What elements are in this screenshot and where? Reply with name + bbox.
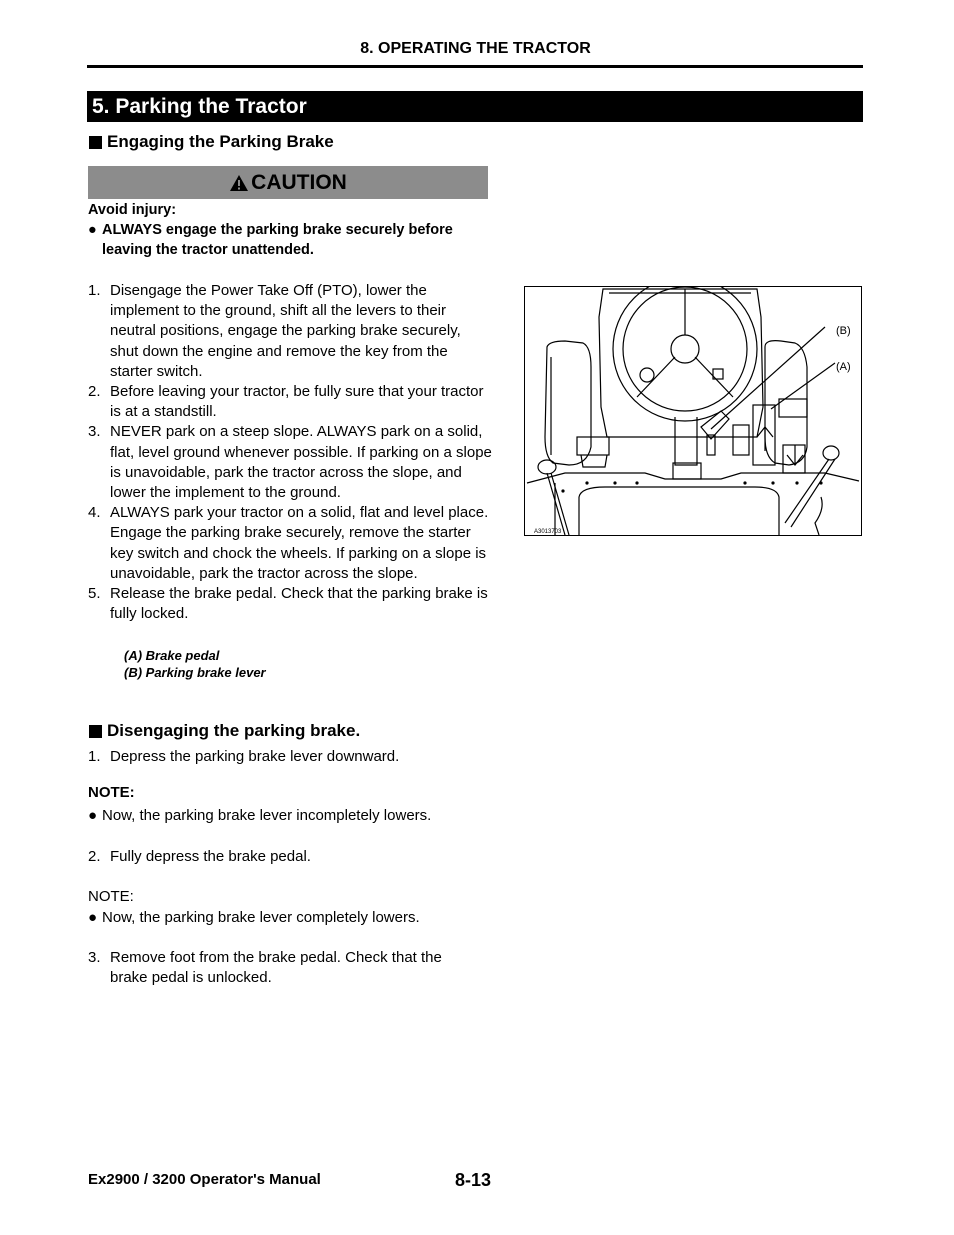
disengaging-heading	[88, 721, 360, 741]
step-text: Remove foot from the brake pedal. Check that the brake pedal is unlocked.	[110, 949, 442, 987]
caution-banner	[88, 166, 488, 199]
step-number: 1.	[88, 282, 101, 299]
step-text: Depress the parking brake lever downward.	[110, 748, 400, 765]
step-number: 1.	[88, 748, 101, 765]
step-text: ALWAYS park your tractor on a solid, flat and level place. Engage the parking brake securely, remove the starter key switch and chock the wheels. If parking on a slope is unavoidable, park the tractor across the slope.	[110, 504, 489, 582]
disengaging-heading-text: Disengaging the parking brake.	[107, 721, 361, 740]
tractor-pedals-figure	[524, 286, 862, 536]
note-2-label: NOTE:	[88, 888, 134, 905]
warning-triangle-icon	[229, 174, 249, 192]
figure-code: A3013703	[534, 529, 562, 535]
note-2-text: Now, the parking brake lever completely lowers.	[102, 909, 420, 926]
disengaging-step-3	[88, 948, 488, 988]
step-number: 5.	[88, 585, 101, 603]
step-number: 2.	[88, 383, 101, 401]
note-2-bullet	[88, 908, 420, 928]
page-number: 8-13	[455, 1170, 492, 1190]
caution-bullet-text: ALWAYS engage the parking brake securely before leaving the tractor unattended.	[102, 222, 453, 259]
legend-parking-brake-lever: (B) Parking brake lever	[124, 665, 266, 680]
figure-legend	[124, 647, 266, 681]
list-item	[88, 503, 493, 584]
tractor-pedals-illustration-icon	[525, 287, 861, 535]
note-1-bullet	[88, 806, 431, 826]
chapter-header: 8. OPERATING THE TRACTOR	[360, 40, 591, 57]
legend-brake-pedal: (A) Brake pedal	[124, 648, 220, 663]
list-item	[88, 584, 493, 624]
step-text: Fully depress the brake pedal.	[110, 848, 311, 865]
engaging-heading-text: Engaging the Parking Brake	[107, 132, 334, 151]
disengaging-step-1	[88, 747, 399, 767]
list-item	[88, 281, 493, 382]
list-item	[88, 422, 493, 503]
disengaging-step-2	[88, 847, 311, 867]
engaging-steps	[88, 281, 493, 624]
footer-manual-title: Ex2900 / 3200 Operator's Manual	[88, 1171, 321, 1188]
list-item	[88, 382, 493, 422]
step-text: Before leaving your tractor, be fully sure that your tractor is at a standstill.	[110, 383, 484, 421]
figure-label-b: (B)	[836, 325, 851, 337]
step-text: NEVER park on a steep slope. ALWAYS park on a solid, flat, level ground whenever possible. If parking on a slope is unavoidable, park the tractor across the slope, and lower the implement to the ground.	[110, 423, 492, 502]
square-bullet-icon	[89, 136, 102, 149]
header-rule	[87, 65, 863, 68]
section-title: 5. Parking the Tractor	[87, 91, 863, 122]
note-1-text: Now, the parking brake lever incompletely lowers.	[102, 807, 432, 824]
figure-label-a: (A)	[836, 361, 851, 373]
step-text: Release the brake pedal. Check that the parking brake is fully locked.	[110, 585, 488, 623]
bullet-dot-icon: ●	[88, 222, 97, 238]
note-1-label: NOTE:	[88, 784, 135, 801]
caution-intro: Avoid injury:	[88, 202, 177, 218]
bullet-dot-icon: ●	[88, 909, 98, 926]
step-number: 2.	[88, 848, 101, 865]
square-bullet-icon	[89, 725, 102, 738]
step-number: 4.	[88, 504, 101, 522]
caution-label: CAUTION	[251, 170, 347, 194]
step-number: 3.	[88, 949, 101, 966]
step-number: 3.	[88, 423, 101, 441]
caution-bullet	[88, 220, 488, 260]
engaging-heading	[88, 132, 334, 152]
step-text: Disengage the Power Take Off (PTO), lower the implement to the ground, shift all the levers to their neutral positions, engage the parking brake securely, shut down the engine and remove the key from the starter switch.	[110, 282, 461, 380]
bullet-dot-icon: ●	[88, 807, 98, 824]
